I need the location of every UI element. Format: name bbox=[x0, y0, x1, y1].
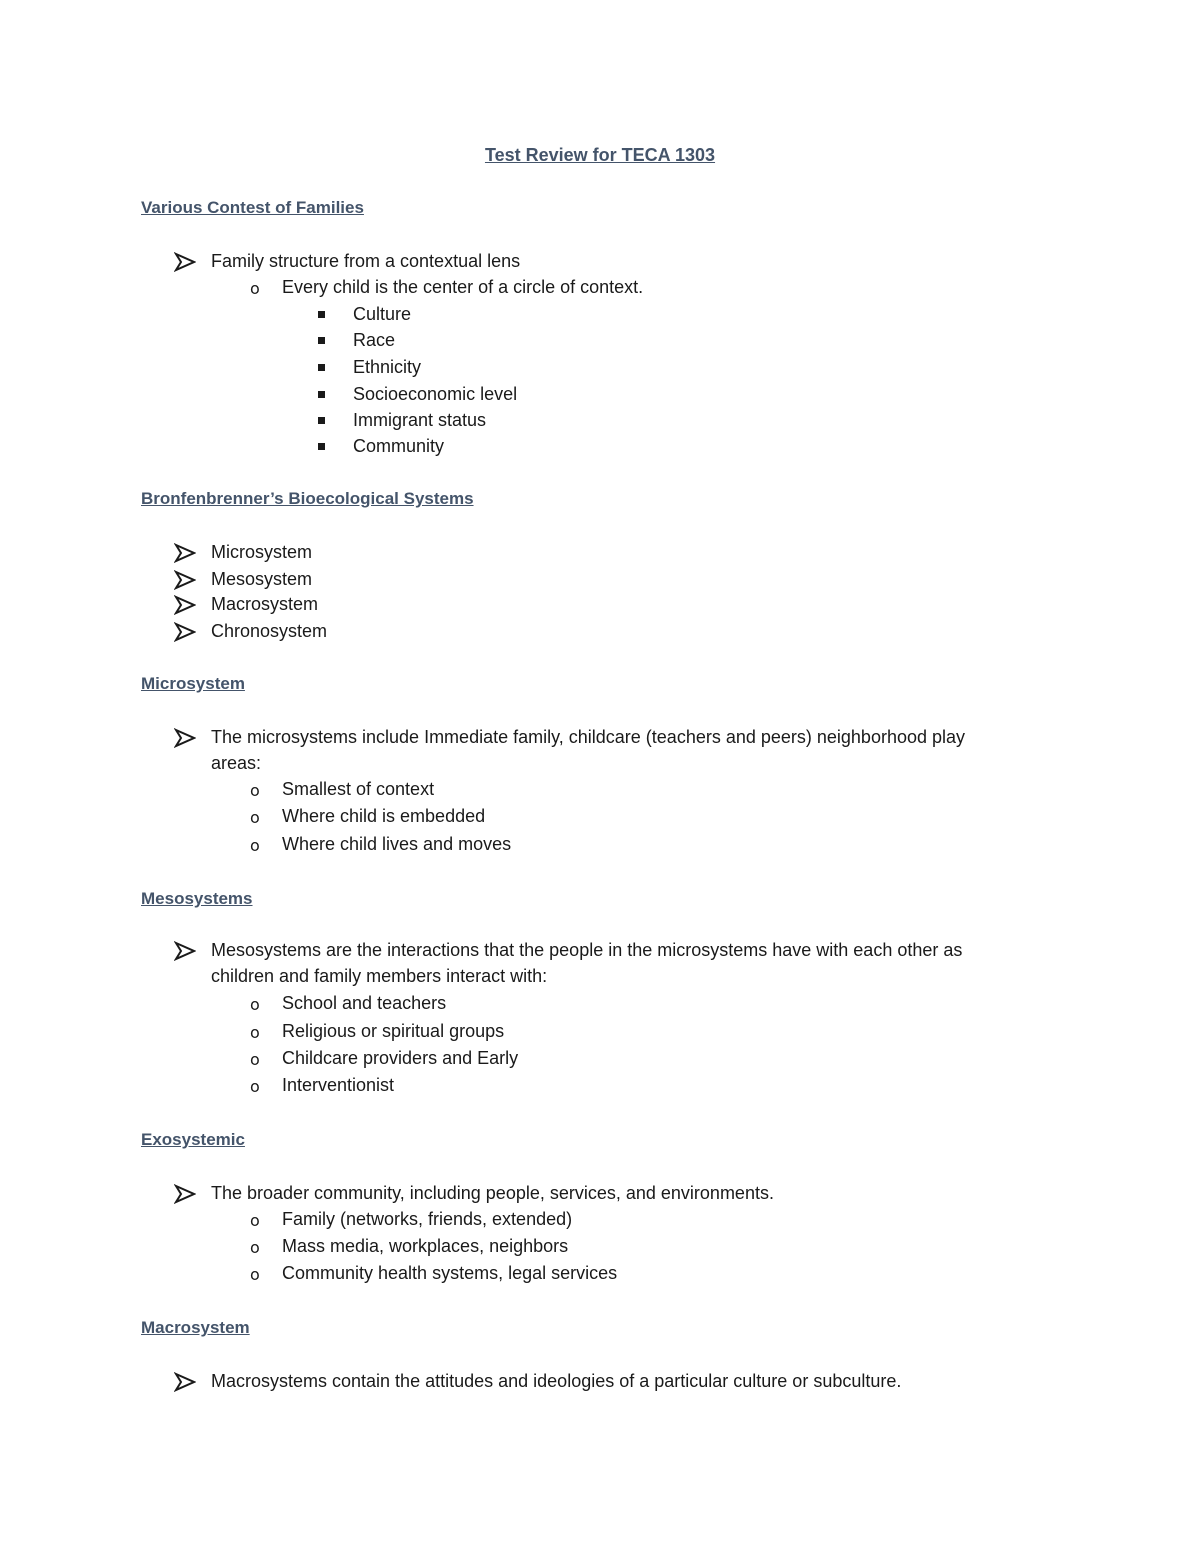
sub-bullet-text: Family (networks, friends, extended) bbox=[282, 1209, 573, 1229]
sub-bullet-text: School and teachers bbox=[282, 993, 447, 1013]
bullet-text-continued: children and family members interact with: bbox=[211, 966, 548, 986]
section-heading-mesosystems: Mesosystems bbox=[141, 889, 253, 908]
arrowhead-bullet-icon bbox=[174, 595, 196, 615]
arrowhead-bullet-icon bbox=[174, 1184, 196, 1204]
circle-bullet-icon: o bbox=[250, 808, 260, 827]
section-heading-exosystemic: Exosystemic bbox=[141, 1130, 245, 1149]
sub-bullet-text: Every child is the center of a circle of context. bbox=[282, 277, 644, 297]
sub-bullet-text: Community health systems, legal services bbox=[282, 1263, 618, 1283]
list-item: Race bbox=[353, 330, 396, 350]
sub-bullet-text: Mass media, workplaces, neighbors bbox=[282, 1236, 569, 1256]
arrowhead-bullet-icon bbox=[174, 728, 196, 748]
square-bullet-icon bbox=[318, 443, 325, 450]
list-item: Immigrant status bbox=[353, 410, 487, 430]
circle-bullet-icon: o bbox=[250, 781, 260, 800]
section-heading-bioecological-systems: Bronfenbrenner’s Bioecological Systems bbox=[141, 489, 474, 508]
list-item: Culture bbox=[353, 304, 412, 324]
circle-bullet-icon: o bbox=[250, 1077, 260, 1096]
square-bullet-icon bbox=[318, 311, 325, 318]
bullet-text: The microsystems include Immediate family, childcare (teachers and peers) neighborhood play bbox=[211, 727, 966, 747]
square-bullet-icon bbox=[318, 417, 325, 424]
sub-bullet-text: Interventionist bbox=[282, 1075, 395, 1095]
circle-bullet-icon: o bbox=[250, 1050, 260, 1069]
arrowhead-bullet-icon bbox=[174, 252, 196, 272]
arrowhead-bullet-icon bbox=[174, 941, 196, 961]
arrowhead-bullet-icon bbox=[174, 622, 196, 642]
section-heading-various-contest-of-families: Various Contest of Families bbox=[141, 198, 364, 217]
sub-bullet-text: Where child is embedded bbox=[282, 806, 486, 826]
circle-bullet-icon: o bbox=[250, 1211, 260, 1230]
list-item: Mesosystem bbox=[211, 569, 313, 589]
square-bullet-icon bbox=[318, 364, 325, 371]
section-heading-microsystem: Microsystem bbox=[141, 674, 245, 693]
arrowhead-bullet-icon bbox=[174, 1372, 196, 1392]
bullet-text-continued: areas: bbox=[211, 753, 262, 773]
sub-bullet-text: Childcare providers and Early bbox=[282, 1048, 519, 1068]
bullet-text: Family structure from a contextual lens bbox=[211, 251, 521, 271]
list-item: Socioeconomic level bbox=[353, 384, 518, 404]
circle-bullet-icon: o bbox=[250, 836, 260, 855]
sub-bullet-text: Smallest of context bbox=[282, 779, 435, 799]
circle-bullet-icon: o bbox=[250, 279, 260, 298]
bullet-text: The broader community, including people, services, and environments. bbox=[211, 1183, 774, 1203]
document-title: Test Review for TECA 1303 bbox=[484, 145, 716, 165]
arrowhead-bullet-icon bbox=[174, 570, 196, 590]
bullet-text: Mesosystems are the interactions that the people in the microsystems have with each other as bbox=[211, 940, 963, 960]
circle-bullet-icon: o bbox=[250, 995, 260, 1014]
section-heading-macrosystem: Macrosystem bbox=[141, 1318, 250, 1337]
list-item: Ethnicity bbox=[353, 357, 422, 377]
sub-bullet-text: Religious or spiritual groups bbox=[282, 1021, 505, 1041]
circle-bullet-icon: o bbox=[250, 1238, 260, 1257]
sub-bullet-text: Where child lives and moves bbox=[282, 834, 512, 854]
list-item: Chronosystem bbox=[211, 621, 328, 641]
list-item: Microsystem bbox=[211, 542, 313, 562]
circle-bullet-icon: o bbox=[250, 1023, 260, 1042]
circle-bullet-icon: o bbox=[250, 1265, 260, 1284]
list-item: Community bbox=[353, 436, 445, 456]
arrowhead-bullet-icon bbox=[174, 543, 196, 563]
bullet-text: Macrosystems contain the attitudes and ideologies of a particular culture or subculture. bbox=[211, 1371, 902, 1391]
list-item: Macrosystem bbox=[211, 594, 319, 614]
square-bullet-icon bbox=[318, 337, 325, 344]
square-bullet-icon bbox=[318, 391, 325, 398]
